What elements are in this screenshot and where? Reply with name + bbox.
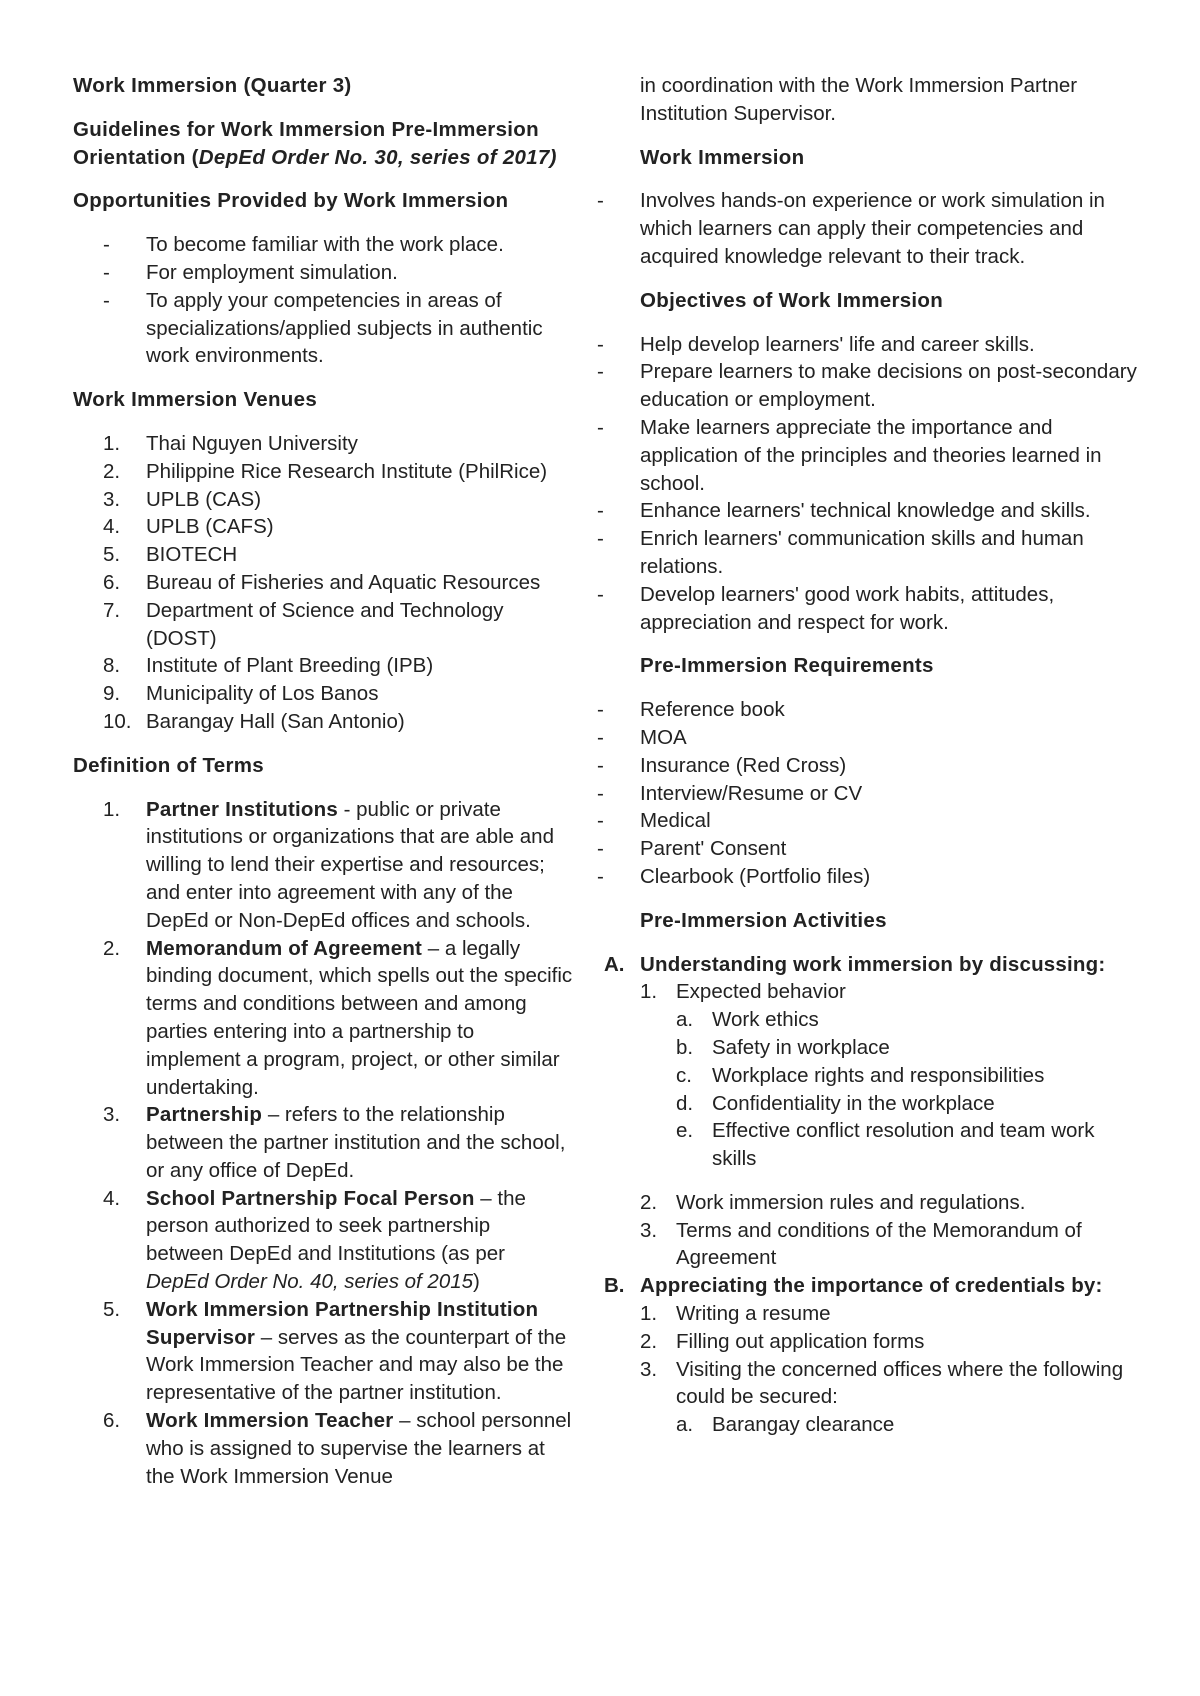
list-item [73, 597, 573, 653]
activity-a-list [640, 978, 1140, 1272]
dash-bullet: - [103, 233, 110, 257]
list-number: 2. [103, 936, 121, 960]
activity-letter: B. [604, 1274, 625, 1298]
activity-letter: A. [604, 952, 625, 976]
term-name: School Partnership Focal Person [146, 1186, 475, 1210]
list-item [676, 1117, 1140, 1173]
list-item [640, 1189, 1140, 1217]
list-number: 6. [103, 570, 121, 594]
list-number: 3. [103, 1103, 121, 1127]
list-item [567, 331, 1140, 359]
list-number: 2. [640, 1190, 658, 1214]
term-close-paren: ) [473, 1270, 480, 1294]
list-item [567, 358, 1140, 414]
dash-bullet: - [597, 499, 604, 523]
list-item-text: Enhance learners' technical knowledge and skills. [640, 499, 1091, 523]
list-item [73, 486, 573, 514]
list-number: 2. [640, 1329, 658, 1353]
list-item [73, 231, 573, 259]
requirements-list [567, 696, 1140, 891]
list-item [567, 724, 1140, 752]
list-item-text: Make learners appreciate the importance and application of the principles and theories learned in school. [640, 415, 1102, 495]
list-number: 5. [103, 543, 121, 567]
list-item-text: Interview/Resume or CV [640, 781, 863, 805]
list-item [567, 696, 1140, 724]
term-name: Work Immersion Teacher [146, 1409, 394, 1433]
continued-text-wrap [567, 72, 1140, 128]
activity-group-title: Understanding work immersion by discussing: [640, 952, 1106, 976]
term-definition: – serves as the counterpart of the Work Immersion Teacher and may also be the representative of the partner institution. [146, 1325, 567, 1405]
list-item [73, 541, 573, 569]
list-number: 9. [103, 682, 121, 706]
list-item-text: UPLB (CAFS) [146, 515, 274, 539]
list-item-text: Enrich learners' communication skills and human relations. [640, 527, 1084, 578]
list-item [640, 1217, 1140, 1273]
list-item [73, 569, 573, 597]
list-item-text: Barangay Hall (San Antonio) [146, 709, 405, 733]
list-item-text: Philippine Rice Research Institute (PhilRice) [146, 459, 548, 483]
list-item-text: Effective conflict resolution and team work skills [712, 1119, 1095, 1171]
list-item [640, 978, 1140, 1173]
dash-bullet: - [597, 189, 604, 213]
term-definition: - public or private institutions or organizations that are able and willing to lend their expertise and resources; and enter into agreement with any of the DepEd or Non-DepEd offices and schools. [146, 797, 554, 932]
list-item-text: MOA [640, 725, 687, 749]
activity-group-title: Appreciating the importance of credentials by: [640, 1274, 1103, 1298]
list-item [567, 807, 1140, 835]
list-item [676, 1034, 1140, 1062]
term-definition: – a legally binding document, which spells out the specific terms and conditions between and among parties entering into a partnership to implement a program, project, or other similar undertaking. [146, 936, 573, 1099]
venues-list [73, 430, 573, 736]
objectives-heading: Objectives of Work Immersion [640, 288, 944, 312]
list-item [567, 187, 1140, 270]
left-column [73, 72, 573, 1506]
list-item [676, 1062, 1140, 1090]
list-item-text: Thai Nguyen University [146, 431, 358, 455]
list-item-text: UPLB (CAS) [146, 487, 262, 511]
continued-text: in coordination with the Work Immersion Partner Institution Supervisor. [640, 74, 1078, 125]
term-definition: – refers to the relationship between the partner institution and the school, or any office of DepEd. [146, 1103, 566, 1182]
list-item-text: Insurance (Red Cross) [640, 753, 847, 777]
right-column [597, 72, 1140, 1455]
terms-heading: Definition of Terms [73, 753, 264, 777]
guidelines-title-order: DepEd Order No. 30, series of 2017) [198, 145, 557, 169]
list-letter: e. [676, 1119, 694, 1143]
term-reference: DepEd Order No. 40, series of 2015 [146, 1270, 474, 1294]
list-item [567, 752, 1140, 780]
term-item [73, 1101, 573, 1184]
term-name: Memorandum of Agreement [146, 936, 423, 960]
document-title: Work Immersion (Quarter 3) [73, 74, 352, 97]
list-item-text: Institute of Plant Breeding (IPB) [146, 654, 434, 678]
list-item-text: Clearbook (Portfolio files) [640, 864, 871, 888]
guidelines-title [73, 116, 573, 172]
list-item-text: Writing a resume [676, 1302, 831, 1326]
list-number: 1. [640, 980, 658, 1004]
list-item [73, 680, 573, 708]
expected-behavior-list [676, 1006, 1140, 1173]
requirements-heading: Pre-Immersion Requirements [640, 654, 934, 678]
list-item [73, 287, 573, 370]
terms-list [73, 796, 573, 1491]
dash-bullet: - [597, 864, 604, 888]
dash-bullet: - [597, 809, 604, 833]
list-letter: c. [676, 1063, 692, 1087]
list-item [73, 430, 573, 458]
guidelines-title-text: Guidelines for Work Immersion Pre-Immersion Orientation ( [73, 117, 539, 169]
opportunities-list [73, 231, 573, 370]
list-item-text: Develop learners' good work habits, attitudes, appreciation and respect for work. [640, 582, 1055, 634]
list-item-text: Barangay clearance [712, 1413, 895, 1437]
list-number: 10. [103, 709, 132, 733]
list-item [73, 513, 573, 541]
dash-bullet: - [597, 360, 604, 384]
list-item [640, 1328, 1140, 1356]
activity-group-a [567, 951, 1140, 1273]
work-immersion-heading: Work Immersion [640, 145, 805, 169]
list-item [567, 780, 1140, 808]
list-item [73, 458, 573, 486]
term-item [73, 1185, 573, 1296]
opportunities-heading: Opportunities Provided by Work Immersion [73, 189, 509, 213]
dash-bullet: - [597, 415, 604, 439]
list-item-text: Reference book [640, 698, 785, 722]
list-number: 8. [103, 654, 121, 678]
objectives-list [567, 331, 1140, 637]
list-number: 7. [103, 598, 121, 622]
dash-bullet: - [597, 725, 604, 749]
dash-bullet: - [597, 837, 604, 861]
list-number: 4. [103, 515, 121, 539]
activities-list [567, 951, 1140, 1440]
list-item [73, 652, 573, 680]
list-item-text: Work ethics [712, 1008, 819, 1032]
activity-group-b [567, 1272, 1140, 1439]
term-definition: – school personnel who is assigned to supervise the learners at the Work Immersion Venue [146, 1409, 572, 1488]
list-item [676, 1411, 1140, 1439]
term-item [73, 796, 573, 935]
list-item-text: Parent' Consent [640, 837, 787, 861]
term-item [73, 1296, 573, 1407]
list-letter: a. [676, 1008, 694, 1032]
list-number: 3. [640, 1218, 658, 1242]
list-item-text: Expected behavior [676, 980, 846, 1004]
dash-bullet: - [103, 260, 110, 284]
dash-bullet: - [597, 698, 604, 722]
list-number: 2. [103, 459, 121, 483]
list-item [567, 581, 1140, 637]
term-name: Partnership [146, 1103, 263, 1127]
list-letter: b. [676, 1035, 694, 1059]
dash-bullet: - [597, 332, 604, 356]
list-item-text: Prepare learners to make decisions on post-secondary education or employment. [640, 360, 1137, 412]
activities-heading: Pre-Immersion Activities [640, 908, 887, 932]
list-item-text: Department of Science and Technology (DOST) [146, 598, 504, 650]
list-item [567, 525, 1140, 581]
list-item-text: Safety in workplace [712, 1035, 890, 1059]
dash-bullet: - [597, 527, 604, 551]
dash-bullet: - [597, 753, 604, 777]
list-number: 1. [103, 431, 121, 455]
list-item [73, 259, 573, 287]
list-item-text: For employment simulation. [146, 260, 398, 284]
list-item-text: Work immersion rules and regulations. [676, 1190, 1026, 1214]
dash-bullet: - [103, 288, 110, 312]
list-item [640, 1300, 1140, 1328]
list-item [567, 835, 1140, 863]
list-item-text: Involves hands-on experience or work simulation in which learners can apply their competencies and acquired knowledge relevant to their track. [640, 189, 1105, 268]
list-letter: d. [676, 1091, 694, 1115]
list-number: 6. [103, 1409, 121, 1433]
list-item [73, 708, 573, 736]
list-item [676, 1090, 1140, 1118]
offices-list [676, 1411, 1140, 1439]
dash-bullet: - [597, 781, 604, 805]
list-number: 5. [103, 1297, 121, 1321]
term-item [73, 1407, 573, 1490]
list-item [567, 863, 1140, 891]
list-item [567, 497, 1140, 525]
dash-bullet: - [597, 582, 604, 606]
list-item-text: Help develop learners' life and career skills. [640, 332, 1035, 356]
list-number: 1. [640, 1302, 658, 1326]
list-number: 3. [640, 1357, 658, 1381]
list-item-text: Bureau of Fisheries and Aquatic Resources [146, 570, 541, 594]
list-item-text: Filling out application forms [676, 1329, 925, 1353]
list-item-text: Workplace rights and responsibilities [712, 1063, 1045, 1087]
term-name: Partner Institutions [146, 797, 338, 821]
list-item-text: Municipality of Los Banos [146, 682, 379, 706]
activity-b-list [640, 1300, 1140, 1439]
list-item-text: BIOTECH [146, 543, 238, 567]
list-item-text: Confidentiality in the workplace [712, 1091, 995, 1115]
work-immersion-list [567, 187, 1140, 270]
list-number: 4. [103, 1186, 121, 1210]
term-name: Work Immersion Partnership Institution Supervisor [146, 1297, 539, 1349]
list-item [676, 1006, 1140, 1034]
venues-heading: Work Immersion Venues [73, 388, 318, 412]
list-item [640, 1356, 1140, 1439]
list-item-text: Medical [640, 809, 711, 833]
list-item-text: To apply your competencies in areas of specializations/applied subjects in authentic work environments. [146, 288, 543, 368]
list-item-text: To become familiar with the work place. [146, 233, 504, 257]
list-number: 1. [103, 797, 121, 821]
list-item-text: Terms and conditions of the Memorandum of Agreement [676, 1218, 1082, 1270]
list-letter: a. [676, 1413, 694, 1437]
list-number: 3. [103, 487, 121, 511]
list-item-text: Visiting the concerned offices where the following could be secured: [676, 1357, 1124, 1409]
term-item [73, 935, 573, 1102]
term-definition: – the person authorized to seek partnership between DepEd and Institutions (as per [146, 1186, 526, 1266]
list-item [567, 414, 1140, 497]
